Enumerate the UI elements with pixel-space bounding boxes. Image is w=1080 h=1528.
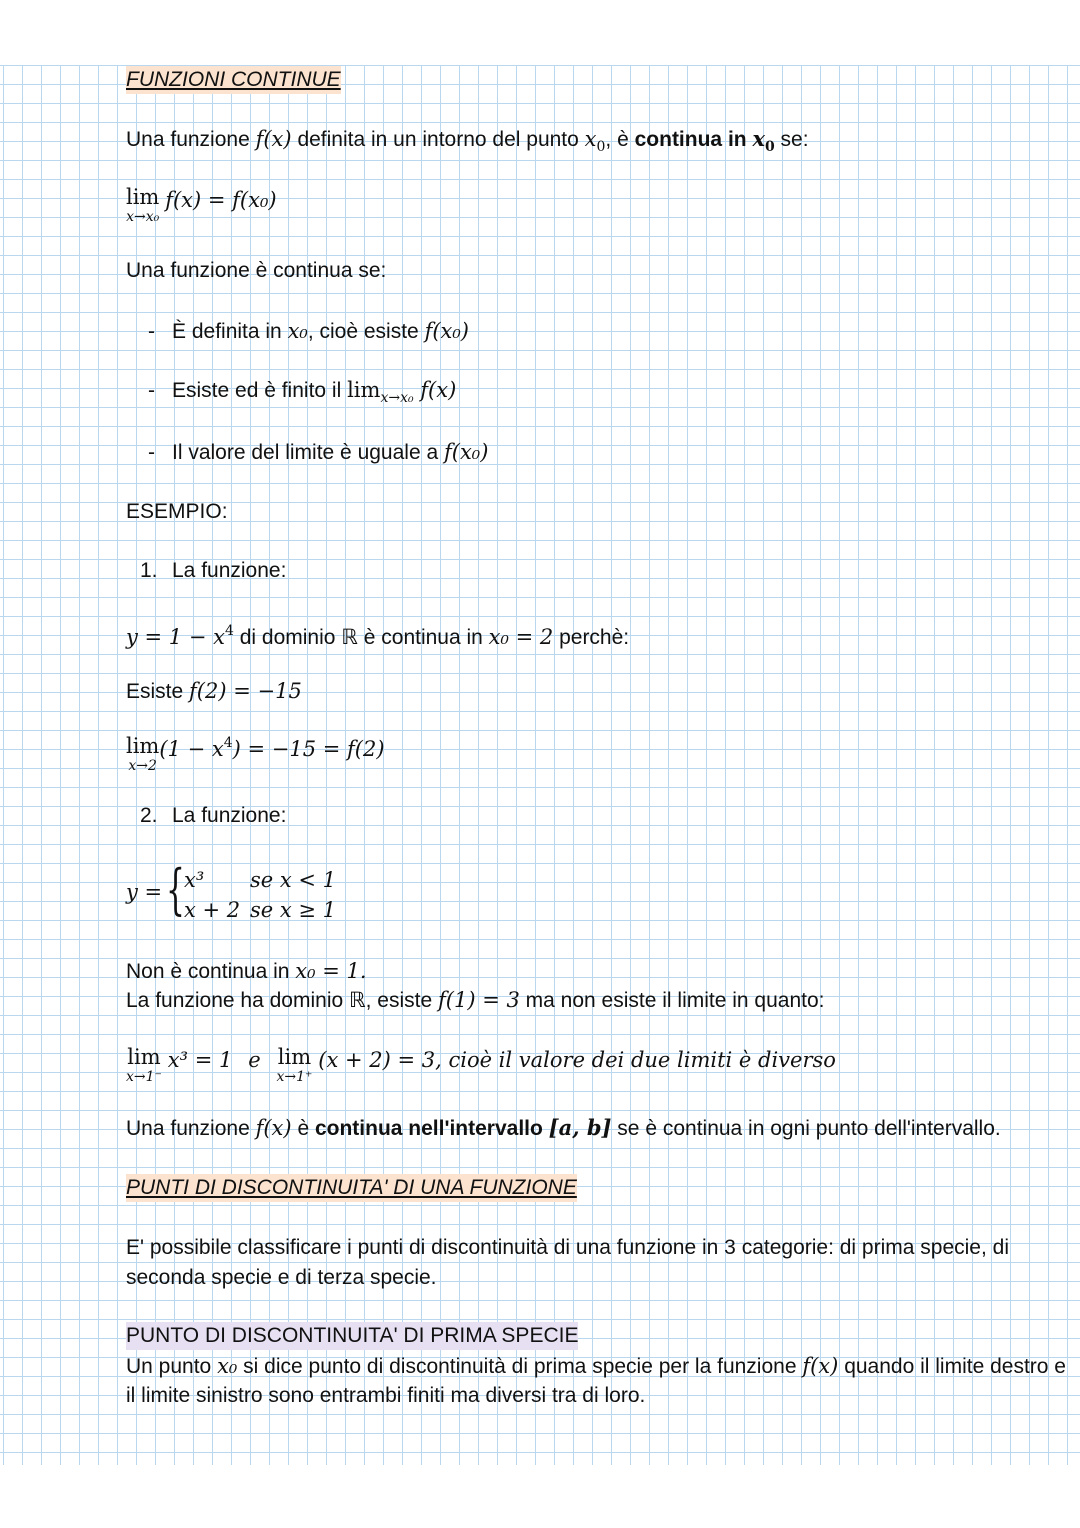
ex2-lim2-expr: (x + 2) = 3 bbox=[318, 1048, 436, 1072]
ex1-lim-exp: 4 bbox=[223, 735, 233, 751]
ex2-and: e bbox=[248, 1048, 261, 1072]
continuity-intro: Una funzione è continua se: bbox=[126, 259, 387, 282]
def-bold: continua in bbox=[634, 128, 753, 151]
ex1-exp: 4 bbox=[224, 623, 234, 639]
section-title-prima-specie: PUNTO DI DISCONTINUITA' DI PRIMA SPECIE bbox=[126, 1322, 578, 1350]
ex2-math1: x₀ = 1. bbox=[295, 959, 367, 983]
bullet-2: - Esiste ed è finito il $\lim_{x\to x_0} f(x)$ bbox=[148, 378, 457, 406]
ex2-text2b: ma non esiste il limite in quanto: bbox=[519, 989, 825, 1012]
section-title-discontinuita: PUNTI DI DISCONTINUITA' DI UNA FUNZIONE bbox=[126, 1174, 577, 1202]
bullet-3-math: f(x₀) bbox=[444, 440, 489, 464]
example-1-limit bbox=[126, 735, 385, 774]
prima-text2: si dice punto di discontinuità di prima specie per la funzione bbox=[237, 1355, 803, 1378]
lim-word: lim bbox=[126, 185, 160, 209]
ex2-lim2-under: x→1⁺ bbox=[276, 1069, 313, 1085]
interval-definition bbox=[126, 1114, 1001, 1143]
piecewise-y: y = bbox=[126, 880, 163, 904]
def-comma: , è bbox=[605, 128, 635, 151]
bullet-1-text: È definita in bbox=[172, 320, 288, 343]
bullet-2-math: f(x) bbox=[413, 378, 457, 402]
prima-text1: Un punto bbox=[126, 1355, 218, 1378]
piecewise-row1-cond: se x < 1 bbox=[250, 868, 337, 892]
bullet-2-lim-sub: x→x₀ bbox=[380, 390, 414, 406]
ex2-text2: La funzione ha dominio ℝ, esiste bbox=[126, 989, 438, 1012]
example-2-number: 2. bbox=[140, 804, 158, 827]
def-post: se: bbox=[774, 128, 809, 151]
piecewise-row2-cond: se x ≥ 1 bbox=[250, 898, 337, 922]
bullet-2-text: Esiste ed è finito il bbox=[172, 379, 348, 402]
ex2-text1: Non è continua in bbox=[126, 960, 296, 983]
ex1-text1: di dominio ℝ è continua in bbox=[233, 626, 489, 649]
example-1-function bbox=[126, 617, 629, 652]
def-x: x bbox=[584, 127, 597, 151]
interval-text3: se è continua in ogni punto dell'intervallo. bbox=[611, 1117, 1001, 1140]
piecewise-row1-expr: x³ bbox=[184, 868, 205, 892]
bullet-1: - È definita in x₀, cioè esiste f(x₀) bbox=[148, 319, 469, 343]
section-title-funzioni-continue: FUNZIONI CONTINUE bbox=[126, 66, 341, 94]
ex2-lims-tail: , cioè il valore dei due limiti è diverso bbox=[435, 1048, 836, 1072]
def-pre: Una funzione bbox=[126, 128, 256, 151]
ex1-exists-math: f(2) = −15 bbox=[189, 679, 302, 703]
prima-x0: x₀ bbox=[217, 1354, 238, 1378]
bullet-2-lim: lim bbox=[347, 378, 381, 402]
ex1-text2: perchè: bbox=[553, 626, 630, 649]
interval-bold: continua nell'intervallo bbox=[314, 1117, 549, 1140]
bullet-1-math1: x₀ bbox=[287, 319, 308, 343]
example-2-limits bbox=[126, 1046, 836, 1085]
piecewise-function bbox=[126, 858, 386, 926]
ex1-lim-word: lim bbox=[126, 734, 160, 758]
prima-fx: f(x) bbox=[802, 1354, 839, 1378]
example-2-text-2 bbox=[126, 986, 824, 1015]
example-2-label: La funzione: bbox=[172, 804, 287, 827]
definition-line bbox=[126, 125, 809, 161]
limit-definition bbox=[126, 186, 277, 225]
piecewise-row2-expr: x + 2 bbox=[184, 898, 241, 922]
ex2-math2: f(1) = 3 bbox=[438, 988, 520, 1012]
ex1-x0: x₀ = 2 bbox=[488, 625, 554, 649]
bullet-1-text2: , cioè esiste bbox=[307, 320, 425, 343]
def-boldx: x bbox=[752, 126, 765, 151]
bullet-3: - Il valore del limite è uguale a f(x₀) bbox=[148, 440, 489, 464]
def-fx: f(x) bbox=[255, 127, 292, 151]
interval-text1: Una funzione bbox=[126, 1117, 256, 1140]
piecewise-brace: { bbox=[166, 858, 185, 921]
ex1-lim-under: x→2 bbox=[128, 758, 157, 774]
interval-fx: f(x) bbox=[255, 1116, 292, 1140]
def-boldsub: 0 bbox=[764, 139, 775, 155]
ex2-lim1-under: x→1⁻ bbox=[126, 1069, 162, 1085]
example-1-header bbox=[140, 557, 286, 585]
example-2-header bbox=[140, 802, 286, 830]
bullet-3-text: Il valore del limite è uguale a bbox=[172, 441, 444, 464]
example-2-text-1 bbox=[126, 957, 367, 986]
ex2-lim1-word: lim bbox=[127, 1045, 161, 1069]
example-1-exists bbox=[126, 677, 302, 706]
def-mid: definita in un intorno del punto bbox=[291, 128, 585, 151]
prima-text3: quando il limite destro e il limite sinistro sono entrambi finiti ma diversi tra di loro. bbox=[126, 1355, 1066, 1407]
def-sub0: 0 bbox=[596, 139, 606, 155]
ex1-exists-text: Esiste bbox=[126, 680, 190, 703]
prima-specie-paragraph bbox=[126, 1352, 1076, 1410]
example-1-number: 1. bbox=[140, 559, 158, 582]
bullet-1-math2: f(x₀) bbox=[424, 319, 469, 343]
example-1-label: La funzione: bbox=[172, 559, 287, 582]
esempio-label: ESEMPIO: bbox=[126, 500, 228, 523]
interval-ab: [a, b] bbox=[548, 1115, 612, 1140]
lim-expr: f(x) = f(x₀) bbox=[165, 188, 277, 212]
ex2-lim2-word: lim bbox=[277, 1045, 312, 1069]
ex1-lim-expr: (1 − x bbox=[159, 737, 224, 761]
lim-under: x→x₀ bbox=[126, 209, 160, 225]
ex1-expr: y = 1 − x bbox=[126, 625, 225, 649]
ex1-lim-expr2: ) = −15 = f(2) bbox=[232, 737, 385, 761]
classification-paragraph: E' possibile classificare i punti di discontinuità di una funzione in 3 categorie: di prima specie, di seconda specie e di terza specie. bbox=[126, 1236, 1009, 1289]
ex2-lim1-expr: x³ = 1 bbox=[167, 1048, 233, 1072]
interval-text2: è bbox=[291, 1117, 315, 1140]
